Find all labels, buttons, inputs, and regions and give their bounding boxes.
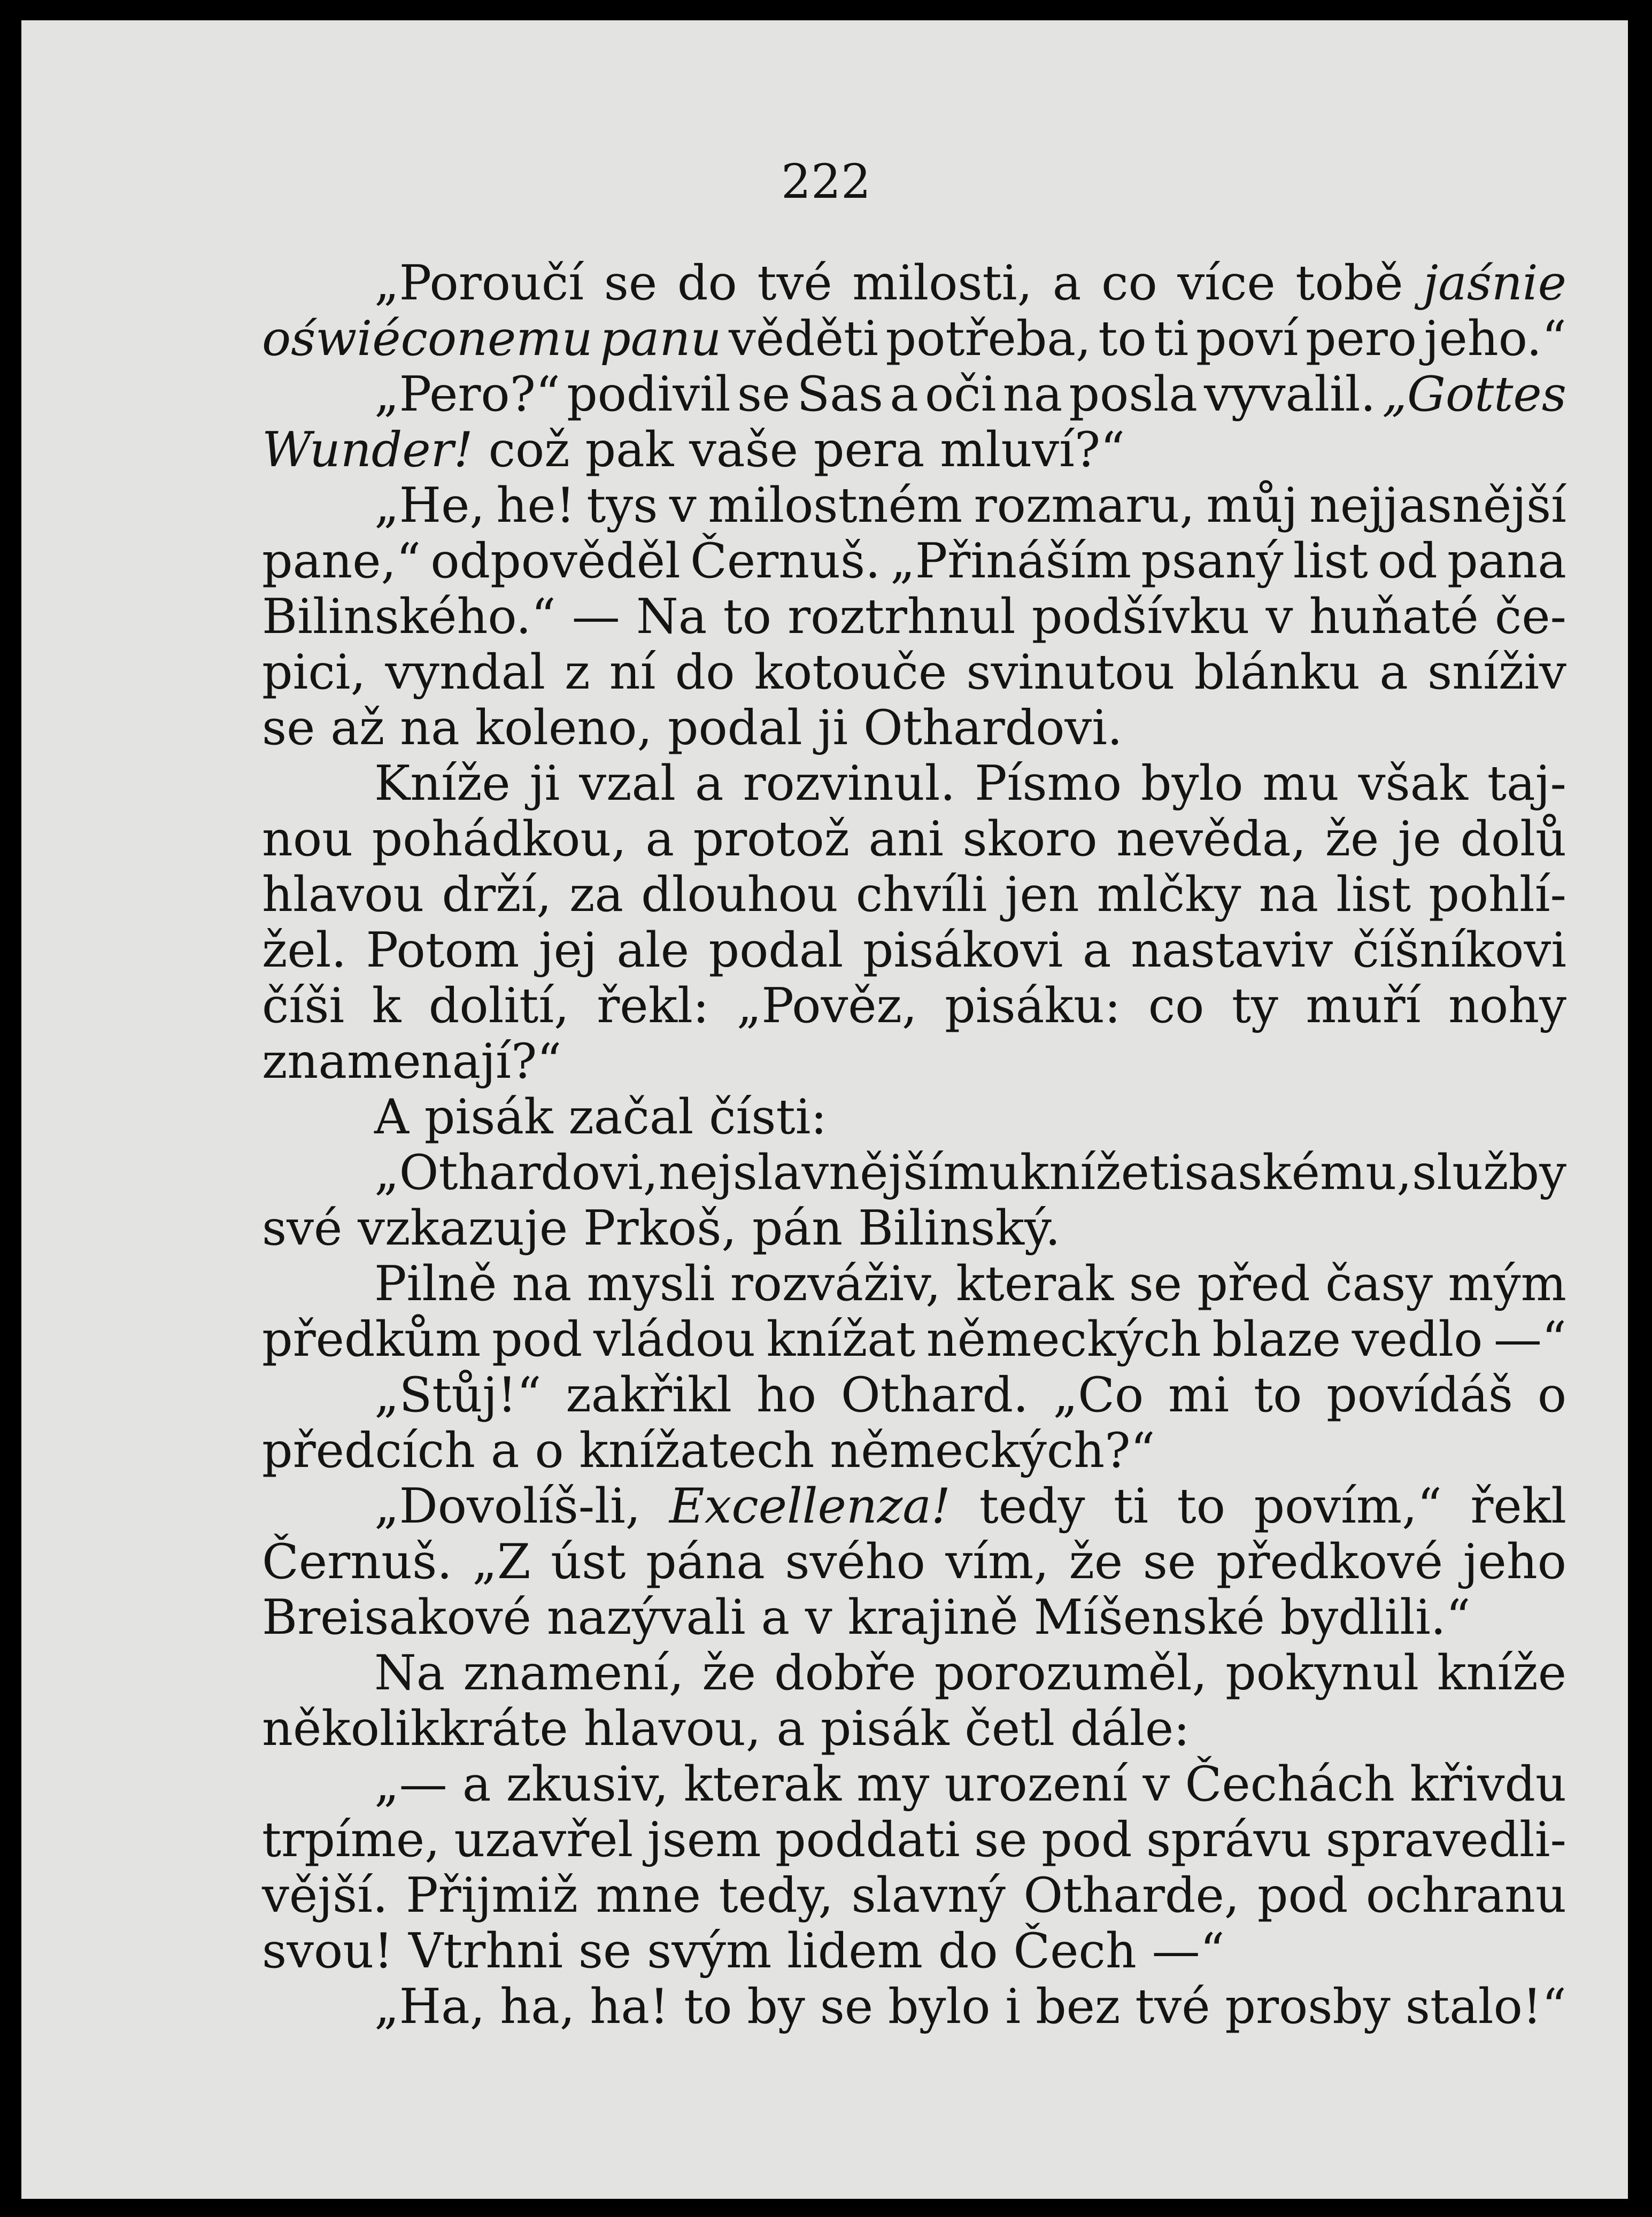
word: drží, bbox=[442, 867, 552, 923]
word: bydlili.“ bbox=[1280, 1589, 1471, 1646]
word: stalo!“ bbox=[1405, 1979, 1566, 2035]
word: však bbox=[1358, 755, 1468, 812]
word: a bbox=[1052, 255, 1082, 311]
word: Míšenské bbox=[1033, 1589, 1265, 1646]
text-line bbox=[262, 1145, 1566, 1201]
word: dlouhou bbox=[641, 867, 838, 923]
word: vzal bbox=[579, 755, 676, 812]
word: tys bbox=[586, 477, 658, 534]
word: Prkoš, bbox=[583, 1200, 737, 1256]
word: jeho.“ bbox=[1424, 311, 1566, 367]
word: taj- bbox=[1487, 755, 1566, 812]
word: pod bbox=[491, 1311, 583, 1368]
word: a bbox=[761, 1589, 790, 1646]
word: slavný bbox=[851, 1867, 1006, 1924]
word: pero bbox=[1305, 311, 1417, 367]
word: list bbox=[1293, 533, 1368, 589]
text-line bbox=[262, 1479, 1566, 1534]
word: hlavou bbox=[262, 867, 424, 923]
word: „Pověz, bbox=[736, 978, 917, 1034]
word: nevěda, bbox=[1116, 811, 1307, 867]
word: zkusiv, bbox=[506, 1756, 669, 1812]
word: pane,“ bbox=[262, 533, 421, 589]
word: „— bbox=[374, 1756, 447, 1812]
word: Písmo bbox=[975, 755, 1122, 812]
word: vím, bbox=[945, 1534, 1049, 1590]
word: oči bbox=[925, 366, 997, 422]
word: nohy bbox=[1448, 978, 1566, 1034]
word: žel. bbox=[262, 922, 347, 978]
word: Bilinský. bbox=[858, 1200, 1061, 1256]
word: blaze bbox=[1212, 1311, 1341, 1368]
word: před bbox=[1197, 1256, 1310, 1312]
text-line bbox=[262, 1034, 1566, 1090]
word: své bbox=[262, 1200, 343, 1256]
word: začal bbox=[568, 1089, 694, 1145]
word: od bbox=[1377, 533, 1438, 589]
word: potřeba, bbox=[885, 311, 1091, 367]
word: mysli bbox=[586, 1256, 715, 1312]
word: chvíli bbox=[855, 867, 987, 923]
word: „Z bbox=[472, 1534, 531, 1590]
word: Čechách bbox=[1185, 1756, 1395, 1812]
word: a bbox=[890, 366, 918, 422]
word: —“ bbox=[1152, 1923, 1225, 1979]
word: znamení, bbox=[463, 1645, 684, 1701]
word: na bbox=[1002, 366, 1063, 422]
word: na bbox=[400, 700, 460, 756]
word: „Othardovi, bbox=[374, 1145, 659, 1201]
text-line bbox=[262, 812, 1566, 867]
word: ha! bbox=[590, 1979, 669, 2035]
word: což bbox=[488, 422, 570, 478]
body-text bbox=[262, 256, 1566, 2035]
word: pokynul bbox=[1225, 1645, 1419, 1701]
word: předcích bbox=[262, 1423, 476, 1479]
word: bylo bbox=[888, 1979, 991, 2035]
word: Sas bbox=[797, 366, 883, 422]
word: lidem bbox=[787, 1923, 923, 1979]
word: svou! bbox=[262, 1923, 393, 1979]
word: podal bbox=[708, 922, 844, 978]
word: kterak bbox=[956, 1256, 1114, 1312]
word: trpíme, bbox=[262, 1812, 440, 1868]
word: a bbox=[1379, 644, 1408, 700]
word: podšívku bbox=[1031, 589, 1250, 645]
text-line bbox=[262, 1201, 1566, 1256]
word: nazývali bbox=[546, 1589, 746, 1646]
word: dolití, bbox=[428, 978, 569, 1034]
word: pera bbox=[813, 422, 925, 478]
word: jsem bbox=[647, 1812, 761, 1868]
text-line bbox=[262, 367, 1566, 422]
word: v bbox=[1142, 1756, 1170, 1812]
word: tvé bbox=[757, 255, 832, 311]
word: Othard. bbox=[840, 1367, 1029, 1423]
word: pohlí- bbox=[1429, 867, 1566, 923]
word: předkům bbox=[262, 1311, 481, 1368]
word: „Dovolíš-li, bbox=[374, 1478, 641, 1534]
word: bylo bbox=[1141, 755, 1244, 812]
text-line bbox=[262, 1423, 1566, 1479]
word: pici, bbox=[262, 644, 366, 700]
word: tedy bbox=[979, 1478, 1085, 1534]
word: se bbox=[262, 700, 315, 756]
word: urození bbox=[944, 1756, 1128, 1812]
word: pisák bbox=[424, 1089, 553, 1145]
text-line bbox=[262, 1312, 1566, 1368]
text-line bbox=[262, 1924, 1566, 1979]
word: do bbox=[938, 1923, 998, 1979]
word: protož bbox=[693, 811, 850, 867]
word: pod bbox=[1041, 1812, 1132, 1868]
word: tobě bbox=[1295, 255, 1403, 311]
word: ty bbox=[1231, 978, 1278, 1034]
text-line bbox=[262, 1757, 1566, 1812]
word: mne bbox=[596, 1867, 701, 1924]
word: nejslavnějšímu bbox=[658, 1145, 1020, 1201]
word: pisákovi bbox=[862, 922, 1063, 978]
word: poví bbox=[1195, 311, 1299, 367]
word: vládou bbox=[593, 1311, 756, 1368]
word: v bbox=[1265, 589, 1293, 645]
word: he! bbox=[496, 477, 575, 534]
word: psaný bbox=[1141, 533, 1284, 589]
text-line bbox=[262, 1812, 1566, 1868]
word: blánku bbox=[1194, 644, 1361, 700]
word: „Pero?“ bbox=[374, 366, 560, 422]
word: ale bbox=[616, 922, 690, 978]
word: knížat bbox=[766, 1311, 916, 1368]
word: rozváživ, bbox=[730, 1256, 941, 1312]
word: mi bbox=[1168, 1367, 1230, 1423]
word: co bbox=[1148, 978, 1205, 1034]
word: mluví?“ bbox=[940, 422, 1125, 478]
word: vedlo bbox=[1352, 1311, 1483, 1368]
word: „Stůj!“ bbox=[374, 1367, 542, 1423]
page-number: 222 bbox=[781, 154, 871, 209]
word: a bbox=[490, 1423, 520, 1479]
word: podal bbox=[667, 700, 802, 756]
text-line bbox=[262, 1256, 1566, 1312]
text-line bbox=[262, 1979, 1566, 2035]
word: —“ bbox=[1493, 1311, 1566, 1368]
word: pán bbox=[752, 1200, 843, 1256]
word: Wunder! bbox=[262, 422, 473, 478]
word: předkové bbox=[1216, 1534, 1443, 1590]
word: ho bbox=[756, 1367, 817, 1423]
word: prosby bbox=[1225, 1979, 1391, 2035]
word: Potom bbox=[366, 922, 520, 978]
word: řekl bbox=[1470, 1478, 1566, 1534]
word: a bbox=[694, 755, 724, 812]
word: vaše bbox=[689, 422, 799, 478]
word: vější. bbox=[262, 1867, 388, 1924]
word: Othardovi. bbox=[863, 700, 1123, 756]
text-line bbox=[262, 700, 1566, 756]
word: až bbox=[330, 700, 385, 756]
text-line bbox=[262, 534, 1566, 589]
text-line bbox=[262, 478, 1566, 534]
word: milostném bbox=[708, 477, 963, 534]
word: mlčky bbox=[1097, 867, 1241, 923]
word: huňaté bbox=[1309, 589, 1479, 645]
word: „Co bbox=[1053, 1367, 1144, 1423]
word: mu bbox=[1262, 755, 1339, 812]
word: a bbox=[776, 1701, 805, 1757]
word: pisáku: bbox=[945, 978, 1121, 1034]
word: roztrhnul bbox=[788, 589, 1016, 645]
word: povím,“ bbox=[1254, 1478, 1442, 1534]
word: knížatech bbox=[579, 1423, 815, 1479]
word: to bbox=[1177, 1478, 1225, 1534]
word: se bbox=[578, 1923, 632, 1979]
word: nejjasnější bbox=[1309, 477, 1566, 534]
word: rozmaru, bbox=[974, 477, 1195, 534]
text-line bbox=[262, 1090, 1566, 1145]
word: my bbox=[856, 1756, 930, 1812]
text-line bbox=[262, 1868, 1566, 1924]
word: věděti bbox=[729, 311, 878, 367]
word: jaśnie bbox=[1423, 255, 1566, 311]
word: se bbox=[604, 255, 658, 311]
word: to bbox=[684, 1979, 732, 2035]
word: jen bbox=[1005, 867, 1079, 923]
word: v bbox=[669, 477, 697, 534]
word: a bbox=[1082, 922, 1111, 978]
word: několikkráte bbox=[262, 1701, 568, 1757]
word: Excellenza! bbox=[669, 1478, 951, 1534]
word: ji bbox=[817, 700, 848, 756]
word: na bbox=[1259, 867, 1319, 923]
word: vyndal bbox=[385, 644, 546, 700]
text-line bbox=[262, 1590, 1566, 1646]
text-line bbox=[262, 1534, 1566, 1590]
word: ji bbox=[529, 755, 560, 812]
text-line bbox=[262, 256, 1566, 311]
word: křivdu bbox=[1410, 1756, 1566, 1812]
word: i bbox=[1005, 1979, 1021, 2035]
word: služby bbox=[1412, 1145, 1566, 1201]
text-line bbox=[262, 311, 1566, 367]
word: svým bbox=[647, 1923, 772, 1979]
word: a bbox=[645, 811, 675, 867]
word: dolů bbox=[1460, 811, 1566, 867]
text-line bbox=[262, 589, 1566, 645]
word: Bilinského.“ bbox=[262, 589, 556, 645]
word: do bbox=[677, 255, 737, 311]
word: Kníže bbox=[374, 755, 511, 812]
word: posla bbox=[1069, 366, 1198, 422]
word: svého bbox=[785, 1534, 925, 1590]
word: hlavou, bbox=[583, 1701, 761, 1757]
word: to bbox=[1253, 1367, 1302, 1423]
word: správu bbox=[1146, 1812, 1312, 1868]
word: německých bbox=[926, 1311, 1201, 1368]
word: oświéconemu bbox=[262, 311, 593, 367]
word: v bbox=[805, 1589, 832, 1646]
word: co bbox=[1101, 255, 1157, 311]
word: dobře bbox=[774, 1645, 916, 1701]
word: Breisakové bbox=[262, 1589, 531, 1646]
word: a bbox=[462, 1756, 491, 1812]
word: že bbox=[1325, 811, 1379, 867]
word: uzavřel bbox=[454, 1812, 634, 1868]
word: svinutou bbox=[966, 644, 1175, 700]
word: číši bbox=[262, 978, 345, 1034]
word: o bbox=[1537, 1367, 1566, 1423]
word: saskému, bbox=[1184, 1145, 1412, 1201]
word: do bbox=[675, 644, 735, 700]
text-line bbox=[262, 422, 1566, 478]
word: časy bbox=[1325, 1256, 1433, 1312]
word: „Přináším bbox=[890, 533, 1132, 589]
text-line bbox=[262, 978, 1566, 1034]
word: z bbox=[565, 644, 590, 700]
word: pisák bbox=[820, 1701, 949, 1757]
word: Vtrhni bbox=[408, 1923, 563, 1979]
word: knížeti bbox=[1020, 1145, 1184, 1201]
word: porozuměl, bbox=[934, 1645, 1208, 1701]
word: se bbox=[1142, 1534, 1196, 1590]
word: znamenají?“ bbox=[262, 1033, 562, 1090]
word: můj bbox=[1206, 477, 1298, 534]
word: podivil bbox=[567, 366, 731, 422]
word: pak bbox=[585, 422, 674, 478]
word: Černuš. bbox=[262, 1534, 452, 1590]
word: — bbox=[572, 589, 620, 645]
word: číšníkovi bbox=[1352, 922, 1566, 978]
word: nastaviv bbox=[1130, 922, 1333, 978]
word: řekl: bbox=[597, 978, 709, 1034]
word: milosti, bbox=[852, 255, 1033, 311]
word: Na bbox=[636, 589, 707, 645]
word: panu bbox=[600, 311, 722, 367]
word: se bbox=[737, 366, 791, 422]
word: tvé bbox=[1135, 1979, 1210, 2035]
word: o bbox=[535, 1423, 564, 1479]
word: povídáš bbox=[1326, 1367, 1513, 1423]
word: četl bbox=[964, 1701, 1055, 1757]
word: Otharde, bbox=[1023, 1867, 1240, 1924]
word: vzkazuje bbox=[358, 1200, 568, 1256]
word: pana bbox=[1447, 533, 1566, 589]
word: na bbox=[512, 1256, 572, 1312]
word: pána bbox=[645, 1534, 765, 1590]
word: to bbox=[723, 589, 771, 645]
word: „He, bbox=[374, 477, 485, 534]
word: se bbox=[1129, 1256, 1183, 1312]
word: kterak bbox=[683, 1756, 842, 1812]
word: vyvalil. bbox=[1204, 366, 1376, 422]
word: k bbox=[372, 978, 402, 1034]
word: je bbox=[1398, 811, 1441, 867]
word: sníživ bbox=[1427, 644, 1566, 700]
word: ochranu bbox=[1365, 1867, 1566, 1924]
text-line bbox=[262, 645, 1566, 700]
word: rozvinul. bbox=[743, 755, 956, 812]
word: odpověděl bbox=[430, 533, 681, 589]
word: bez bbox=[1036, 1979, 1121, 2035]
word: ha, bbox=[500, 1979, 575, 2035]
word: pohádkou, bbox=[372, 811, 627, 867]
word: ní bbox=[609, 644, 656, 700]
word: ti bbox=[1154, 311, 1189, 367]
word: A bbox=[374, 1089, 409, 1145]
word: skoro bbox=[962, 811, 1098, 867]
word: Čech bbox=[1013, 1923, 1137, 1979]
word: to bbox=[1098, 311, 1147, 367]
word: muří bbox=[1306, 978, 1421, 1034]
text-line bbox=[262, 1368, 1566, 1423]
word: ani bbox=[868, 811, 944, 867]
word: kníže bbox=[1437, 1645, 1566, 1701]
word: se bbox=[974, 1812, 1028, 1868]
word: tedy, bbox=[719, 1867, 834, 1924]
word: „Poroučí bbox=[374, 255, 584, 311]
word: pod bbox=[1257, 1867, 1348, 1924]
word: koleno, bbox=[475, 700, 653, 756]
text-line bbox=[262, 756, 1566, 812]
word: dále: bbox=[1070, 1701, 1190, 1757]
text-line bbox=[262, 923, 1566, 978]
word: že bbox=[1069, 1534, 1123, 1590]
word: Černuš. bbox=[690, 533, 881, 589]
word: německých?“ bbox=[830, 1423, 1155, 1479]
word: list bbox=[1336, 867, 1411, 923]
word: by bbox=[747, 1979, 805, 2035]
word: více bbox=[1177, 255, 1276, 311]
word: se bbox=[820, 1979, 874, 2035]
word: nou bbox=[262, 811, 353, 867]
word: úst bbox=[551, 1534, 626, 1590]
word: jeho bbox=[1463, 1534, 1566, 1590]
word: če- bbox=[1494, 589, 1566, 645]
word: kotouče bbox=[754, 644, 947, 700]
word: čísti: bbox=[709, 1089, 827, 1145]
word: Přijmiž bbox=[406, 1867, 578, 1924]
word: Na bbox=[374, 1645, 445, 1701]
word: zakřikl bbox=[566, 1367, 732, 1423]
word: Pilně bbox=[374, 1256, 497, 1312]
word: že bbox=[702, 1645, 756, 1701]
text-line bbox=[262, 867, 1566, 923]
text-line bbox=[262, 1701, 1566, 1757]
word: jej bbox=[538, 922, 597, 978]
word: ti bbox=[1114, 1478, 1148, 1534]
text-line bbox=[262, 1646, 1566, 1701]
word: krajině bbox=[847, 1589, 1018, 1646]
word: za bbox=[569, 867, 624, 923]
word: „Ha, bbox=[374, 1979, 485, 2035]
word: spravedli- bbox=[1325, 1812, 1566, 1868]
word: mým bbox=[1448, 1256, 1566, 1312]
word: „Gottes bbox=[1382, 366, 1566, 422]
word: poddati bbox=[775, 1812, 960, 1868]
